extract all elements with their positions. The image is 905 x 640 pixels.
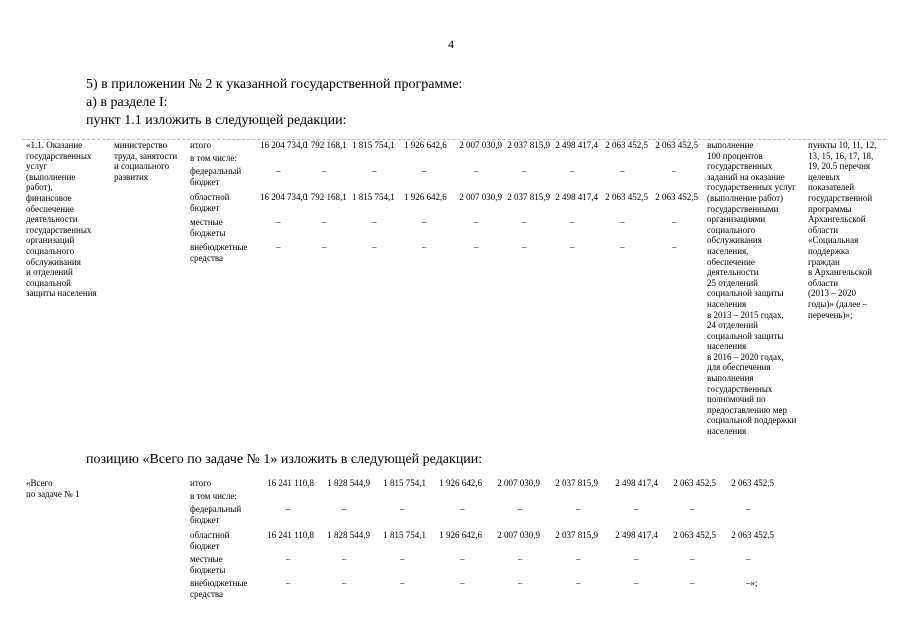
value-cell: 2 063 452,5 [605, 192, 648, 202]
value-cell: 2 498 417,4 [555, 192, 598, 202]
value-cell: – [342, 554, 347, 564]
row-label: в том числе: [190, 153, 237, 163]
table1-item-cell: «1.1. Оказание государственных услуг (выполнение работ), финансовое обеспечение деятельности государственных организаций социального обслуживания и отделений социальной защиты населения [26, 140, 97, 299]
value-cell: – [276, 242, 281, 252]
value-cell: 2 063 452,5 [673, 478, 716, 488]
table1-executor-cell: министерство труда, занятости и социального развития [114, 140, 178, 182]
value-cell: – [570, 166, 575, 176]
value-cell: – [474, 217, 479, 227]
value-cell: – [620, 217, 625, 227]
value-cell: – [460, 554, 465, 564]
value-cell: 2 007 030,9 [497, 530, 540, 540]
value-cell: 1 815 754,1 [383, 530, 426, 540]
value-cell: – [422, 242, 427, 252]
value-cell: 1 926 642,6 [439, 530, 482, 540]
row-label: областной бюджет [190, 192, 230, 213]
value-cell: 1 815 754,1 [352, 140, 395, 150]
value-cell: – [372, 217, 377, 227]
row-label: внебюджетные средства [190, 578, 248, 599]
value-cell: 1 828 544,9 [327, 530, 370, 540]
value-cell: – [620, 166, 625, 176]
value-cell: – [746, 504, 751, 514]
value-cell: – [570, 242, 575, 252]
value-cell: – [634, 554, 639, 564]
value-cell: – [576, 504, 581, 514]
value-cell: – [400, 554, 405, 564]
value-cell: 2 063 452,5 [731, 478, 774, 488]
value-cell: – [322, 242, 327, 252]
value-cell: – [400, 504, 405, 514]
value-cell: – [422, 166, 427, 176]
value-cell: 2 498 417,4 [615, 530, 658, 540]
value-cell: 16 241 110,8 [267, 478, 314, 488]
value-cell: – [322, 217, 327, 227]
intro-line-3: пункт 1.1 изложить в следующей редакции: [86, 113, 347, 128]
value-cell: 2 063 452,5 [605, 140, 648, 150]
value-cell: 1 815 754,1 [352, 192, 395, 202]
value-cell: – [460, 578, 465, 588]
value-cell: 2 007 030,9 [459, 192, 502, 202]
value-cell: 2 007 030,9 [459, 140, 502, 150]
row-label: в том числе: [190, 491, 237, 501]
value-cell: – [342, 578, 347, 588]
value-cell: – [672, 217, 677, 227]
value-cell: – [322, 166, 327, 176]
value-cell: – [634, 578, 639, 588]
row-label: местные бюджеты [190, 554, 226, 575]
value-cell: 1 926 642,6 [439, 478, 482, 488]
row-label: местные бюджеты [190, 217, 226, 238]
value-cell: 2 498 417,4 [555, 140, 598, 150]
row-label: федеральный бюджет [190, 166, 242, 187]
value-cell: – [672, 166, 677, 176]
table1-result-cell: выполнение 100 процентов государственных заданий на оказание государственных услуг (выполнение работ) государственными организациями социального обслуживания населения, обеспечение деятельности 25 отделений социальной защиты населения в 2013 – 2015 годах, 24 отделений социальной защиты населения в 2016 – 2020 годах, для обеспечения выполнения государственных полномочий по предоставлению мер социальной поддержки населения [707, 140, 797, 437]
value-cell: 2 063 452,5 [673, 530, 716, 540]
value-cell: 2 063 452,5 [731, 530, 774, 540]
value-cell: – [276, 166, 281, 176]
value-cell: – [286, 554, 291, 564]
row-label: федеральный бюджет [190, 504, 242, 525]
value-cell: 2 037 815,9 [507, 140, 550, 150]
value-cell: 16 204 734,0 [260, 192, 308, 202]
value-cell: – [690, 578, 695, 588]
value-cell: – [690, 554, 695, 564]
value-cell: – [422, 217, 427, 227]
table2-item-cell: «Всего по задаче № 1 [26, 478, 80, 499]
value-cell: – [342, 504, 347, 514]
value-cell: –»; [746, 578, 758, 588]
value-cell: – [576, 578, 581, 588]
row-label: областной бюджет [190, 530, 230, 551]
value-cell: – [372, 166, 377, 176]
value-cell: – [474, 166, 479, 176]
row-label: итого [190, 140, 212, 150]
value-cell: – [634, 504, 639, 514]
page-number: 4 [448, 37, 454, 51]
value-cell: – [518, 578, 523, 588]
intro-line-1: 5) в приложении № 2 к указанной государственной программе: [86, 77, 463, 92]
value-cell: 1 792 168,1 [304, 140, 347, 150]
value-cell: 16 241 110,8 [267, 530, 314, 540]
value-cell: 2 007 030,9 [497, 478, 540, 488]
value-cell: – [518, 554, 523, 564]
value-cell: 1 792 168,1 [304, 192, 347, 202]
value-cell: 2 037 815,9 [555, 478, 598, 488]
row-label: итого [190, 478, 212, 488]
value-cell: – [690, 504, 695, 514]
value-cell: – [276, 217, 281, 227]
value-cell: 1 926 642,6 [404, 192, 447, 202]
value-cell: 1 926 642,6 [404, 140, 447, 150]
value-cell: – [746, 554, 751, 564]
value-cell: – [286, 504, 291, 514]
row-label: внебюджетные средства [190, 242, 248, 263]
value-cell: – [672, 242, 677, 252]
value-cell: – [576, 554, 581, 564]
value-cell: 2 063 452,5 [655, 192, 698, 202]
value-cell: – [522, 217, 527, 227]
value-cell: – [522, 166, 527, 176]
value-cell: – [570, 217, 575, 227]
value-cell: – [518, 504, 523, 514]
value-cell: – [286, 578, 291, 588]
value-cell: – [400, 578, 405, 588]
value-cell: 2 063 452,5 [655, 140, 698, 150]
mid-line: позицию «Всего по задаче № 1» изложить в следующей редакции: [86, 452, 483, 467]
value-cell: – [620, 242, 625, 252]
value-cell: – [460, 504, 465, 514]
value-cell: 2 037 815,9 [555, 530, 598, 540]
value-cell: 2 037 815,9 [507, 192, 550, 202]
value-cell: 2 498 417,4 [615, 478, 658, 488]
value-cell: – [372, 242, 377, 252]
intro-line-2: а) в разделе I: [86, 95, 168, 110]
value-cell: – [522, 242, 527, 252]
value-cell: – [474, 242, 479, 252]
table1-link-cell: пункты 10, 11, 12, 13, 15, 16, 17, 18, 19, 20.5 перечня целевых показателей государственной программы Архангельской области «Социальная поддержка граждан в Архангельской области (2013 – 2020 годы)» (далее – перечень)»; [808, 140, 877, 320]
value-cell: 16 204 734,0 [260, 140, 308, 150]
value-cell: 1 828 544,9 [327, 478, 370, 488]
value-cell: 1 815 754,1 [383, 478, 426, 488]
